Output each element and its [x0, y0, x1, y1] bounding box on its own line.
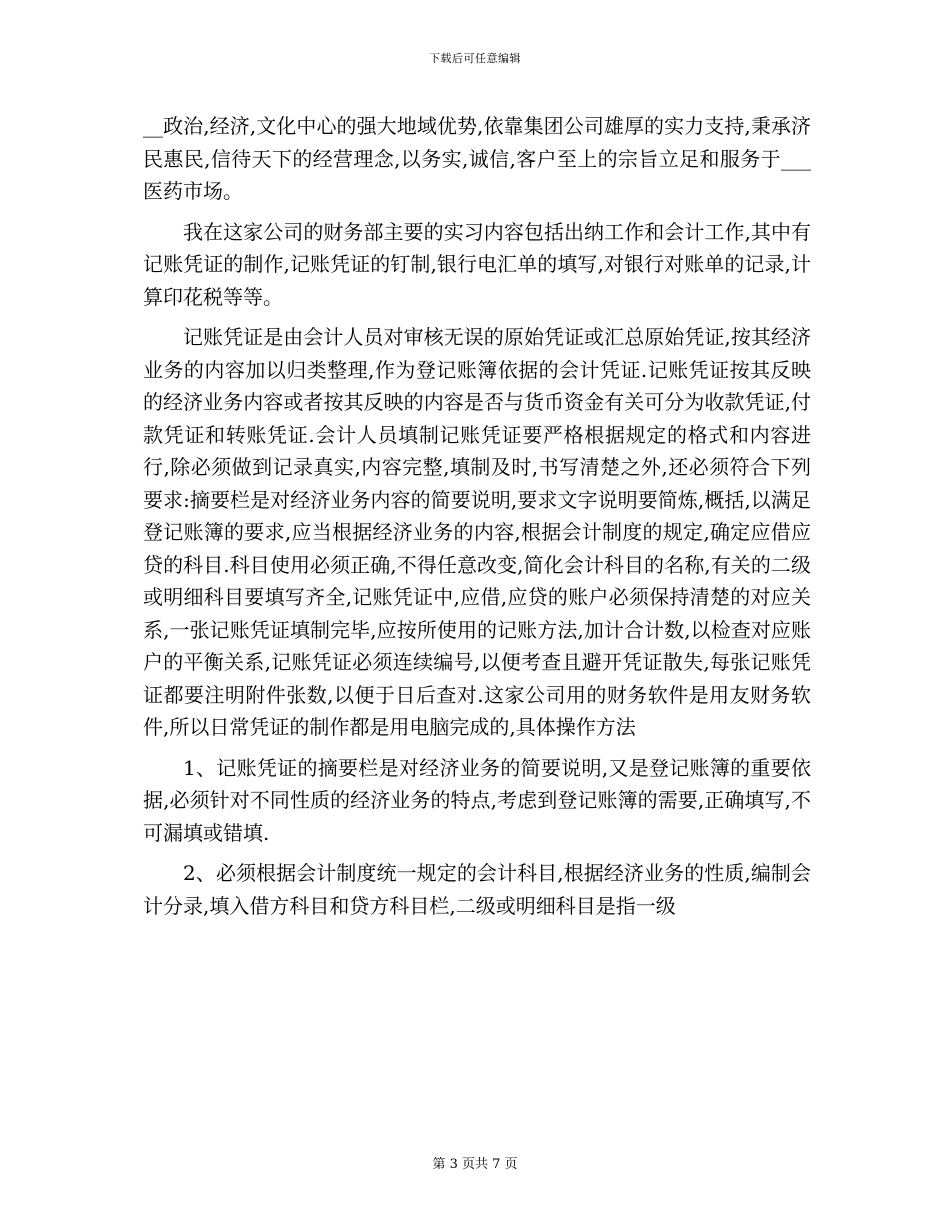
paragraph-5: 2、必须根据会计制度统一规定的会计科目,根据经济业务的性质,编制会计分录,填入借方科目和贷方科目栏,二级或明细科目是指一级 [143, 861, 811, 918]
paragraph-2: 我在这家公司的财务部主要的实习内容包括出纳工作和会计工作,其中有记账凭证的制作,记账凭证的钉制,银行电汇单的填写,对银行对账单的记录,计算印花税等等。 [143, 219, 811, 309]
page-header: 下载后可任意编辑 [429, 52, 521, 65]
paragraph-3: 记账凭证是由会计人员对审核无误的原始凭证或汇总原始凭证,按其经济业务的内容加以归类整理,作为登记账簿依据的会计凭证.记账凭证按其反映的经济业务内容或者按其反映的内容是否与货币资金有关可分为收款凭证,付款凭证和转账凭证.会计人员填制记账凭证要严格根据规定的格式和内容进行,除必须做到记录真实,内容完整,填制及时,书写清楚之外,还必须符合下列要求:摘要栏是对经济业务内容的简要说明,要求文字说明要简炼,概括,以满足登记账簿的要求,应当根据经济业务的内容,根据会计制度的规定,确定应借应贷的科目.科目使用必须正确,不得任意改变,简化会计科目的名称,有关的二级或明细科目要填写齐全,记账凭证中,应借,应贷的账户必须保持清楚的对应关系,一张记账凭证填制完毕,应按所使用的记账方法,加计合计数,以检查对应账户的平衡关系,记账凭证必须连续编号,以便考查且避开凭证散失,每张记账凭证都要注明附件张数,以便于日后查对.这家公司用的财务软件是用友财务软件,所以日常凭证的制作都是用电脑完成的,具体操作方法 [143, 325, 811, 739]
paragraph-1: __政治,经济,文化中心的强大地域优势,依靠集团公司雄厚的实力支持,秉承济民惠民,信待天下的经营理念,以务实,诚信,客户至上的宗旨立足和服务于___医药市场。 [143, 114, 811, 203]
document-body [143, 110, 811, 922]
page-number: 第 3 页共 7 页 [432, 1157, 518, 1172]
paragraph-4: 1、记账凭证的摘要栏是对经济业务的简要说明,又是登记账簿的重要依据,必须针对不同性质的经济业务的特点,考虑到登记账簿的需要,正确填写,不可漏填或错填. [143, 755, 811, 845]
